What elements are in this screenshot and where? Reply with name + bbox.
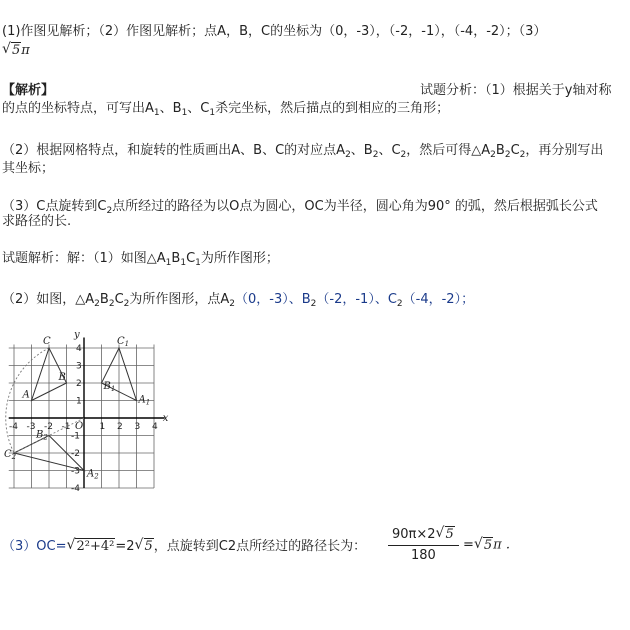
- point-label-c2: $C_2$: [4, 449, 17, 461]
- point-label-b: B: [58, 372, 66, 383]
- sqrt-oc: √ 2²+4²: [66, 538, 115, 555]
- point-label-c1: $C_1$: [117, 336, 130, 348]
- x-tick-label: -1: [61, 422, 71, 432]
- y-tick-label: -3: [71, 466, 80, 477]
- analysis-heading: 【解析】: [2, 83, 55, 98]
- analysis-paragraph-2-cont: 其坐标；: [2, 161, 55, 176]
- answer-summary: [2, 24, 546, 40]
- x-tick-label: 4: [152, 422, 158, 432]
- point-label-a2: $A_2$: [87, 468, 99, 481]
- x-tick-label: 2: [117, 422, 123, 432]
- origin-label: O: [75, 421, 84, 432]
- y-tick-label: 1: [76, 396, 82, 407]
- y-axis-label: y: [74, 329, 80, 341]
- answer-value: √ 5π: [2, 42, 30, 59]
- sqrt-expression: √ 5: [2, 42, 21, 59]
- y-tick-label: -1: [71, 431, 80, 442]
- analysis-paragraph-1: 的点的坐标特点，可写出$A_1$、$B_1$、$C_1$杀完坐标，然后描点的到相应的三角形；: [2, 101, 450, 118]
- arc-length-fraction: $\frac{90\pi\times 2√ 5}{180}$ =√ 5π .: [388, 526, 510, 564]
- x-tick-label: -3: [26, 422, 36, 432]
- y-tick-label: 4: [76, 344, 82, 354]
- point-label-a1: $A_1$: [138, 394, 151, 407]
- analysis-paragraph-3-cont: 求路径的长.: [2, 214, 72, 229]
- solution-part-3: （3）OC=√ 2²+4²=2√ 5，点旋转到C2点所经过的路径长为：: [2, 538, 366, 555]
- point-label-c: C: [43, 336, 51, 347]
- solution-part-1: 试题解析：解：（1）如图$\triangle A_1B_1C_1$为所作图形；: [2, 251, 279, 268]
- y-tick-label: -2: [71, 449, 80, 459]
- y-tick-label: -4: [71, 484, 80, 492]
- answer-text: (1)作图见解析；（2）作图见解析；点A，B，C的坐标为（0，-3），（-2，-1），（-4，-2）；（3）: [2, 24, 547, 39]
- point-label-a: A: [22, 389, 30, 401]
- analysis-paragraph-3: （3）C点旋转到$C_2$点所经过的路径为以O点为圆心，OC为半径，圆心角为90° 的弧，然后根据弧长公式: [2, 199, 598, 216]
- solution-part-2: （2）如图，$\triangle A_2B_2C_2$为所作图形，点$A_2(0$，-3）、$B_2(-2$，-1）、$C_2(-4$，-2）；: [2, 292, 475, 309]
- analysis-intro: 试题分析：（1）根据关于y轴对称: [420, 83, 612, 98]
- coordinate-grid-figure: [2, 322, 172, 492]
- point-label-b1: $B_1$: [103, 381, 116, 393]
- x-tick-label: 3: [134, 422, 141, 432]
- y-tick-label: 2: [76, 379, 82, 389]
- x-tick-label: -4: [9, 422, 18, 432]
- x-tick-label: -2: [44, 422, 53, 432]
- x-axis-label: x: [162, 413, 169, 424]
- y-tick-label: 3: [76, 361, 82, 372]
- point-label-b2: $B_2$: [36, 429, 48, 442]
- analysis-paragraph-2: （2）根据网格特点，和旋转的性质画出A、B、C的对应点$A_2$、$B_2$、$C_2$，然后可得$\triangle A_2B_2C_2$，再分别写出: [2, 143, 604, 160]
- x-tick-label: 1: [99, 422, 106, 432]
